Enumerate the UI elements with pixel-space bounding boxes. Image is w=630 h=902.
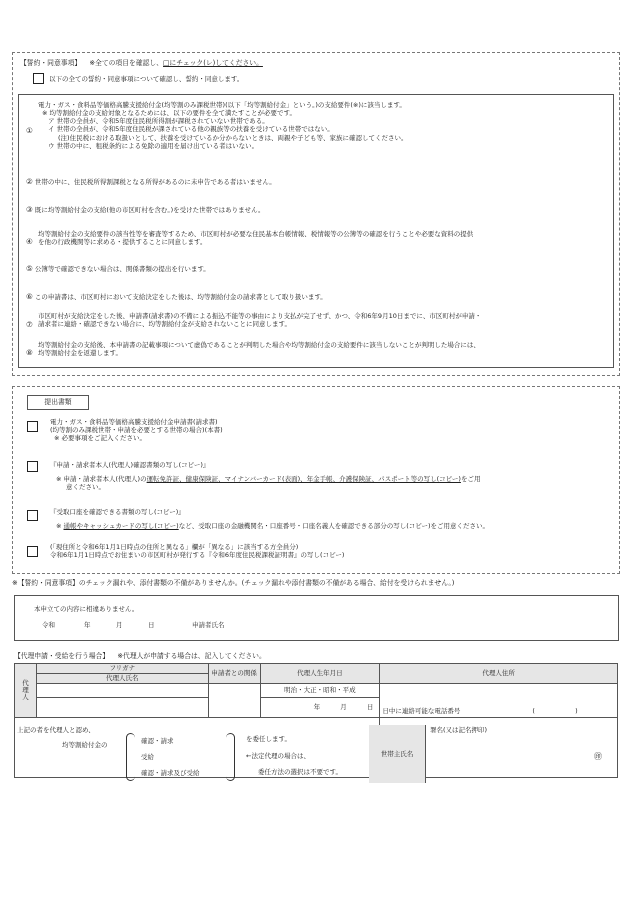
phone-label: 日中に連絡可能な電話番号: [382, 706, 461, 715]
pledge-item-8-number: ⑧: [26, 348, 33, 357]
consent-month-label: 月: [116, 621, 123, 629]
document-1-line: ※ 必要事項をご記入ください。: [54, 434, 147, 443]
delegation-option-both[interactable]: 確認・請求及び受給: [141, 769, 200, 777]
delegation-option-confirm-request[interactable]: 確認・請求: [141, 737, 174, 745]
pledge-item-4-line: 均等割給付金の支給要件の該当性等を審査等するため、市区町村が必要な住民基本台帳情報、税情報等の公簿等の確認を行うことや必要な資料の提供: [38, 230, 474, 238]
pledge-item-7-line: 請求者に連絡・確認できない場合に、均等割給付金が支給されないことに同意します。: [38, 320, 291, 329]
document-3-note-underlined: 通帳やキャッシュカードの写し(コピー): [63, 522, 179, 531]
document-2-title: 『申請・請求者本人(代理人)確認書類の写し(コピー)』: [50, 461, 210, 469]
pledge-item-number: ⑤: [26, 264, 33, 273]
head-of-household-label: 世帯主氏名: [369, 725, 426, 783]
pledge-item-1-line: イ 世帯の全員が、令和5年度住民税が課されている他の親族等の扶養を受けている世帯ではない。: [48, 125, 334, 134]
phone-paren-open: (: [532, 706, 535, 715]
birthdate-label: 代理人生年月日: [260, 664, 380, 684]
relation-input[interactable]: [208, 684, 260, 718]
furigana-label: フリガナ: [36, 664, 208, 674]
name-label: 代理人氏名: [36, 674, 208, 684]
document-4-line: 令和6年1月1日時点でお住まいの市区町村が発行する『令和6年度住民税課税証明書』の写し(コピー): [50, 551, 345, 560]
pledge-item-6: [26, 292, 327, 301]
address-input[interactable]: [380, 684, 618, 718]
document-2-note: ※ 申請・請求者本人(代理人)の: [56, 475, 147, 484]
birth-era-cell[interactable]: [260, 684, 380, 698]
pledge-item-1-line: ア 世帯の全員が、令和5年度住民税所得割が課税されていない世帯である。: [48, 117, 269, 126]
delegation-option-receive[interactable]: 受給: [141, 753, 154, 761]
check-all-checkbox[interactable]: [33, 73, 44, 84]
document-2: [50, 461, 610, 491]
pledge-header: [20, 59, 263, 67]
document-3-checkbox[interactable]: [27, 510, 38, 521]
document-2-note-underlined: 運転免許証、健康保険証、マイナンバーカード(表面)、年金手帳、介護保険証、パスポート等の写し(コピー): [146, 475, 461, 484]
pledge-item-text: 公簿等で確認できない場合は、関係書類の提出を行います。: [34, 265, 210, 273]
consent-year-label: 年: [84, 621, 91, 629]
consent-day-label: 日: [148, 621, 155, 629]
pledge-item-4-number: ④: [26, 237, 33, 246]
documents-header: 提出書類: [27, 395, 89, 410]
pledge-item-2: [26, 177, 276, 186]
pledge-item-1-line: ※ 均等割給付金の支給対象となるためには、以下の要件を全て満たすことが必要です。: [42, 109, 296, 118]
pledge-item-number: ③: [26, 205, 33, 214]
pledge-item-4-line: を他の行政機関等に求める・提供することに同意します。: [38, 238, 207, 247]
proxy-header: [14, 652, 266, 660]
pledge-item-8: [38, 341, 606, 357]
document-2-note-end: をご用: [460, 475, 481, 484]
consent-statement: 本申立ての内容に相違ありません。: [34, 605, 139, 613]
pledge-item-7: [38, 312, 606, 328]
pledge-item-text: 既に均等割給付金の支給(他の市区町村を含む。)を受けた世帯ではありません。: [34, 206, 265, 214]
legal-proxy-note-2: 委任方法の選択は不要です。: [258, 768, 342, 776]
pledge-item-5: [26, 264, 210, 273]
delegation-line: 上記の者を代理人と認め、: [17, 726, 95, 734]
birth-date-cell[interactable]: [260, 698, 380, 718]
document-2-checkbox[interactable]: [27, 461, 38, 472]
proxy-side-label-cell: [15, 664, 37, 718]
document-1: [50, 418, 223, 442]
consent-signer-label: 申請者氏名: [192, 621, 225, 629]
proxy-header-note: ※代理人が申請する場合は、記入してください。: [117, 652, 266, 660]
document-3-note-end: など、受取口座の金融機関名・口座番号・口座名義人を確認できる部分の写し(コピー)をご用意ください。: [178, 522, 490, 531]
birth-day-label: 日: [366, 703, 374, 712]
pledge-item-1: [38, 101, 606, 150]
warning-note: ※【誓約・同意事項】のチェック漏れや、添付書類の不備がありませんか。(チェック漏れや添付書類の不備がある場合、給付を受けられません。): [12, 579, 455, 587]
consent-era: 令和: [42, 621, 55, 629]
delegation-text: を委任します。: [246, 735, 291, 743]
birth-year-label: 年: [313, 703, 321, 712]
phone-paren-close: ): [575, 706, 578, 715]
document-3: [50, 508, 610, 530]
document-4-line: (「現住所と令和6年1月1日時点の住所と異なる」欄が「異なる」に該当する方全員分): [50, 543, 299, 551]
furigana-input[interactable]: [36, 684, 208, 698]
pledge-item-1-line: ウ 世帯の中に、租税条約による免除の適用を届け出ている者はいない。: [48, 141, 259, 150]
proxy-side-label: 代理人: [22, 678, 29, 702]
legal-proxy-note-1: ←法定代理の場合は、: [246, 752, 310, 760]
document-1-line: (均等割のみ課税世帯・申請を必要とする世帯の場合)(本書): [50, 426, 223, 435]
pledge-item-1-line: (注)住民税における取扱いとして、扶養を受けているか分からないときは、両親や子ども等、家族に確認してください。: [58, 133, 408, 142]
consent-signature-field[interactable]: [236, 618, 416, 630]
pledge-header-label: 【誓約・同意事項】: [20, 59, 82, 67]
seal-mark: ㊞: [594, 752, 602, 761]
document-1-checkbox[interactable]: [27, 421, 38, 432]
pledge-header-instruction-underlined: □にチェック(レ)してください。: [163, 59, 263, 67]
birth-month-label: 月: [340, 703, 347, 712]
options-brace-left: [126, 733, 135, 781]
pledge-header-instruction: ※全ての項目を確認し、: [89, 59, 164, 67]
pledge-item-8-line: 均等割給付金を返還します。: [38, 349, 122, 358]
proxy-table: [14, 663, 618, 778]
document-4-checkbox[interactable]: [27, 546, 38, 557]
address-label: 代理人住所: [380, 664, 618, 684]
pledge-item-number: ⑥: [26, 292, 33, 301]
pledge-item-number: ②: [26, 177, 33, 186]
delegation-benefit: 均等割給付金の: [62, 741, 108, 749]
pledge-item-7-line: 市区町村が支給決定をした後、申請書(請求書)の不備による振込不能等の事由により支払が完了せず、かつ、令和6年9月10日までに、市区町村が申請・: [38, 312, 482, 320]
proxy-header-label: 【代理申請・受給を行う場合】: [14, 652, 110, 660]
options-brace-right: [226, 733, 235, 781]
document-4: [50, 543, 344, 559]
birth-era-options: 明治・大正・昭和・平成: [284, 686, 356, 694]
document-1-line: 電力・ガス・食料品等価格高騰支援給付金申請書(請求書): [50, 418, 218, 426]
document-3-note: ※: [56, 522, 64, 531]
pledge-item-text: 世帯の中に、住民税所得割課税となる所得があるのに未申告である者はいません。: [34, 178, 276, 186]
document-2-note-cont: 意ください。: [66, 483, 105, 492]
pledge-item-text: この申請書は、市区町村において支給決定をした後は、均等割給付金の請求書として取り扱います。: [34, 293, 327, 301]
check-all-label: 以下の全ての誓約・同意事項について確認し、誓約・同意します。: [49, 75, 244, 83]
pledge-item-8-line: 均等割給付金の支給後、本申請書の記載事項について虚偽であることが判明した場合や均等割給付金の支給要件に該当しないことが判明した場合には、: [38, 341, 480, 349]
document-3-title: 『受取口座を確認できる書類の写し(コピー)』: [50, 508, 185, 516]
pledge-item-7-number: ⑦: [26, 320, 33, 329]
pledge-item-3: [26, 205, 265, 214]
pledge-item-1-number: ①: [26, 126, 33, 135]
signature-label: 署名(又は記名押印): [430, 726, 488, 734]
name-input[interactable]: [36, 698, 208, 718]
pledge-item-1-line: 電力・ガス・食料品等価格高騰支援給付金(均等割のみ課税世帯)(以下「均等割給付金」という。)の支給要件(※)に該当します。: [38, 101, 406, 109]
pledge-item-4: [38, 230, 606, 246]
relation-label: 申請者との関係: [208, 664, 260, 684]
